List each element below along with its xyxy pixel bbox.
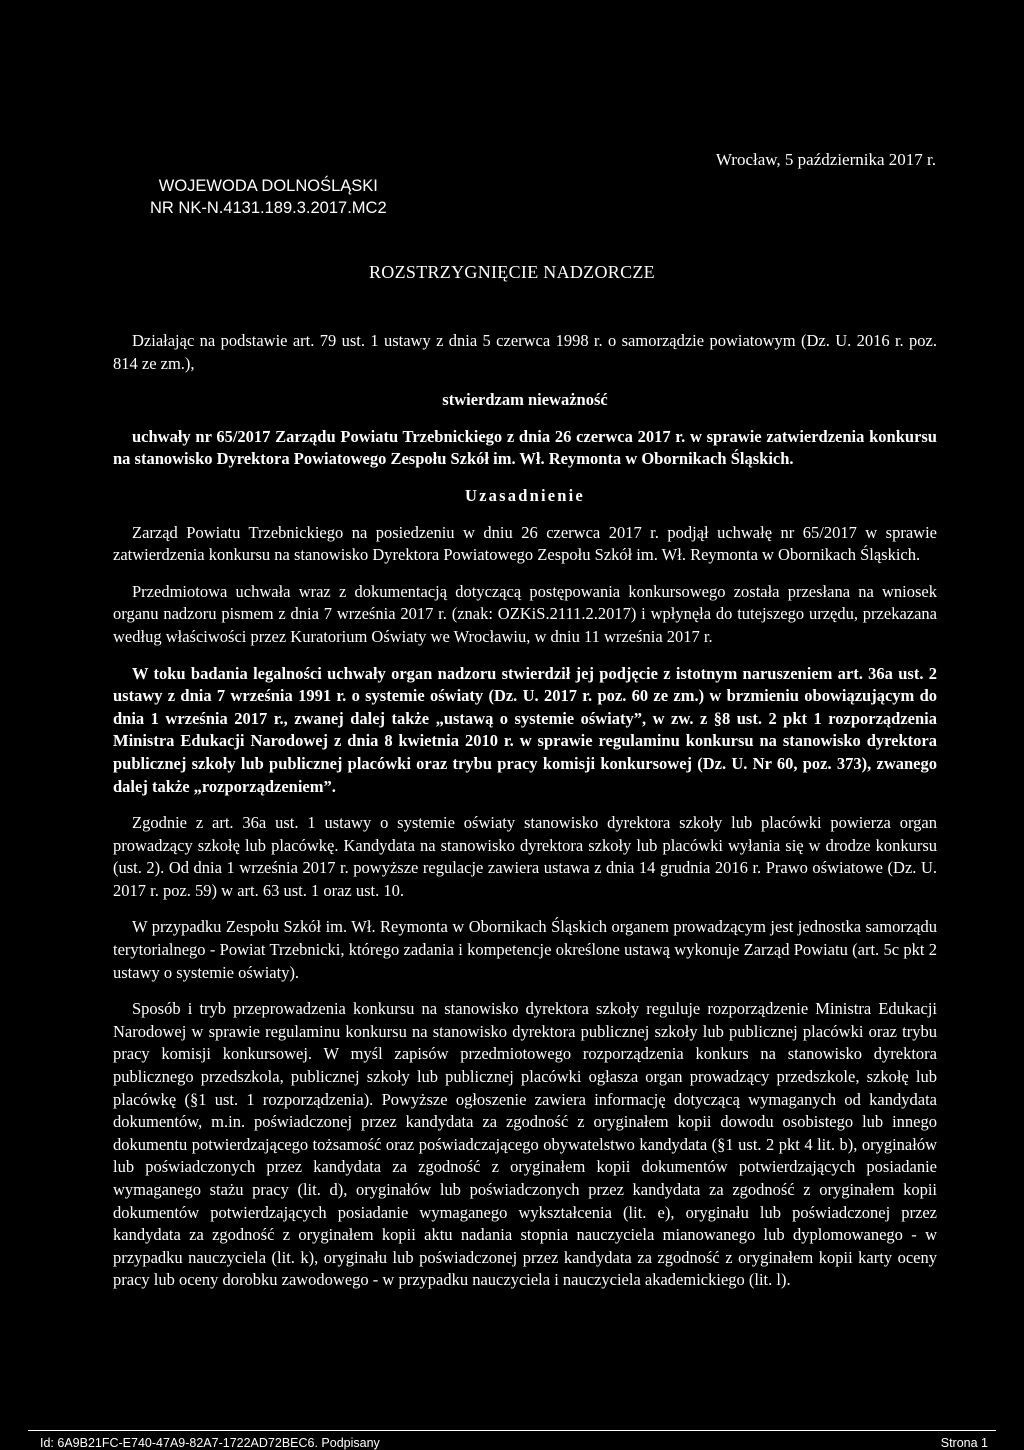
issuer-ref-number: NR NK-N.4131.189.3.2017.MC2 [150, 199, 387, 217]
justification-paragraph-2: Przedmiotowa uchwała wraz z dokumentacją dotyczącą postępowania konkursowego została przesłana na wniosek organu nadzoru pismem z dnia 7 września 2017 r. (znak: OZKiS.2111.2.2017) i wpłynęła do tutejszego urzędu, przekazana według właściwości przez Kuratorium Oświaty we Wrocławiu, w dniu 11 września 2017 r. [113, 581, 937, 646]
justification-paragraph-4: Zgodnie z art. 36a ust. 1 ustawy o systemie oświaty stanowisko dyrektora szkoły lub placówki powierza organ prowadzący szkołę lub placówkę. Kandydata na stanowisko dyrektora szkoły lub placówki wyłania się w drodze konkursu (ust. 2). Od dnia 1 września 2017 r. powyższe regulacje zawiera ustawa z dnia 14 grudnia 2016 r. Prawo oświatowe (Dz. U. 2017 r. poz. 59) w art. 63 ust. 1 oraz ust. 10. [113, 813, 937, 900]
justification-paragraph-5: W przypadku Zespołu Szkół im. Wł. Reymonta w Obornikach Śląskich organem prowadzącym jest jednostka samorządu terytorialnego - Powiat Trzebnicki, którego zadania i kompetencje określone ustawą wykonuje Zarząd Powiatu (art. 5c pkt 2 ustawy o systemie oświaty). [113, 917, 937, 982]
decision-statement: stwierdzam nieważność [442, 390, 608, 410]
footer-divider [28, 1430, 996, 1431]
document-id: Id: 6A9B21FC-E740-47A9-82A7-1722AD72BEC6. Podpisany [40, 1436, 380, 1450]
page-number: Strona 1 [940, 1436, 988, 1450]
document-title: ROZSTRZYGNIĘCIE NADZORCZE [369, 262, 655, 282]
issuer-authority: WOJEWODA DOLNOŚLĄSKI [158, 177, 378, 195]
place-date: Wrocław, 5 października 2017 r. [715, 150, 936, 169]
justification-heading: Uzasadnienie [465, 485, 585, 505]
page-footer [40, 1436, 988, 1450]
document-body [113, 330, 937, 1292]
justification-paragraph-3: W toku badania legalności uchwały organ nadzoru stwierdził jej podjęcie z istotnym naruszeniem art. 36a ust. 2 ustawy z dnia 7 września 1991 r. o systemie oświaty (Dz. U. 2017 r. poz. 60 ze zm.) w brzmieniu obowiązującym do dnia 1 września 2017 r., zwanej dalej także „ustawą o systemie oświaty”, w zw. z §8 ust. 2 pkt 1 rozporządzenia Ministra Edukacji Narodowej z dnia 8 kwietnia 2010 r. w sprawie regulaminu konkursu na stanowisko dyrektora publicznej szkoły lub publicznej placówki oraz trybu pracy komisji konkursowej (Dz. U. Nr 60, poz. 373), zwanego dalej także „rozporządzeniem”. [113, 663, 937, 796]
resolution-paragraph: uchwały nr 65/2017 Zarządu Powiatu Trzebnickiego z dnia 26 czerwca 2017 r. w sprawie zatwierdzenia konkursu na stanowisko Dyrektora Powiatowego Zespołu Szkół im. Wł. Reymonta w Obornikach Śląskich. [113, 426, 937, 469]
intro-paragraph: Działając na podstawie art. 79 ust. 1 ustawy z dnia 5 czerwca 1998 r. o samorządzie powiatowym (Dz. U. 2016 r. poz. 814 ze zm.), [113, 331, 937, 373]
justification-paragraph-1: Zarząd Powiatu Trzebnickiego na posiedzeniu w dniu 26 czerwca 2017 r. podjął uchwałę nr 65/2017 w sprawie zatwierdzenia konkursu na stanowisko Dyrektora Powiatowego Zespołu Szkół im. Wł. Reymonta w Obornikach Śląskich. [113, 522, 937, 565]
justification-paragraph-6: Sposób i tryb przeprowadzenia konkursu na stanowisko dyrektora szkoły reguluje rozporządzenie Ministra Edukacji Narodowej w sprawie regulaminu konkursu na stanowisko dyrektora publicznej szkoły lub publicznej placówki oraz trybu pracy komisji konkursowej. W myśl zapisów przedmiotowego rozporządzenia konkurs na stanowisko dyrektora publicznego przedszkola, publicznej szkoły lub publicznej placówki ogłasza organ prowadzący przedszkole, szkołę lub placówkę (§1 ust. 1 rozporządzenia). Powyższe ogłoszenie zawiera informację dotyczącą wymaganych od kandydata dokumentów, m.in. poświadczonej przez kandydata za zgodność z oryginałem kopii dowodu osobistego lub innego dokumentu potwierdzającego tożsamość oraz poświadczającego obywatelstwo kandydata (§1 ust. 2 pkt 4 lit. b), oryginałów lub poświadczonych przez kandydata za zgodność z oryginałem kopii dokumentów potwierdzających posiadanie wymaganego stażu pracy (lit. d), oryginałów lub poświadczonych przez kandydata za zgodność z oryginałem kopii dokumentów potwierdzających posiadanie wymaganego wykształcenia (lit. e), oryginału lub poświadczonej przez kandydata za zgodność z oryginałem kopii aktu nadania stopnia nauczyciela mianowanego lub dyplomowanego - w przypadku nauczyciela (lit. k), oryginału lub poświadczonej przez kandydata za zgodność z oryginałem kopii karty oceny pracy lub oceny dorobku zawodowego - w przypadku nauczyciela i nauczyciela akademickiego (lit. l). [113, 999, 937, 1290]
issuer-block [150, 175, 387, 219]
